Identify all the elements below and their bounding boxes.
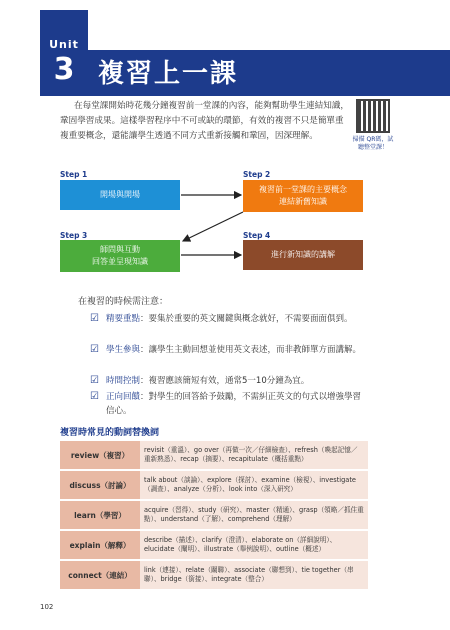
step-3-text-2: 回答並呈現知識: [92, 257, 148, 266]
step-2-label: Step 2: [243, 170, 271, 179]
page-title: 複習上一課: [98, 59, 239, 89]
step-1-label: Step 1: [60, 170, 88, 179]
row-body: link（連接）、relate（關聯）、associate（聯想到）、tie together（串聯）、bridge（銜接）、integrate（整合）: [140, 560, 368, 590]
table-row: [60, 530, 368, 560]
unit-number: 3: [53, 52, 75, 87]
rule-keyword: 正向回饋: [106, 392, 141, 402]
rule-text: ：讓學生主動回想並使用英文表述，而非教師單方面講解。: [140, 345, 362, 355]
arrow-step2-to-step3: [183, 212, 243, 241]
row-header: connect（連結）: [60, 560, 140, 590]
rule-keyword: 精要重點: [106, 314, 141, 324]
page-number: 102: [40, 603, 54, 611]
row-body: acquire（習得）、study（研究）、master（精通）、grasp（領略／抓住重點）、understand（了解）、comprehend（理解）: [140, 500, 368, 530]
rule-text: ：要集於重要的英文關鍵與概念就好，不需要面面俱到。: [140, 314, 353, 324]
unit-label: Unit: [49, 38, 79, 51]
table-title: 複習時常見的動詞替換詞: [60, 428, 160, 438]
rule-item: [90, 343, 370, 371]
row-body: describe（描述）、clarify（澄清）、elaborate on（詳細說明）、elucidate（闡明）、illustrate（舉例說明）、outline（概述）: [140, 530, 368, 560]
step-3-text-1: 師問與互動: [100, 245, 140, 254]
table-row: [60, 500, 368, 530]
step-2-text-2: 連結新舊知識: [279, 197, 327, 206]
step-2-text-1: 複習前一堂課的主要概念: [259, 185, 347, 194]
checkmark-icon: ☑: [90, 391, 99, 402]
rule-item: [90, 390, 370, 418]
checkmark-icon: ☑: [90, 344, 99, 355]
rule-item: [90, 374, 370, 388]
rules-intro: 在複習的時候需注意：: [78, 297, 169, 307]
table-row: [60, 470, 368, 500]
checkmark-icon: ☑: [90, 375, 99, 386]
table-row: [60, 560, 368, 590]
intro-paragraph: 在每堂課開始時花幾分鐘複習前一堂課的內容，能夠幫助學生連結知識，鞏固學習成果。這樣學習程序中不可或缺的環節，有效的複習不只是簡單重複重要概念，還能讓學生透過不同方式重新接觸和鞏固，因深理解。: [60, 101, 350, 141]
row-body: talk about（談論）、explore（探討）、examine（檢視）、investigate（調查）、analyze（分析）、look into（深入研究）: [140, 470, 368, 500]
step-1-text: 開場與開場: [100, 190, 140, 199]
row-header: learn（學習）: [60, 500, 140, 530]
step-4-label: Step 4: [243, 231, 271, 240]
rule-item: [90, 312, 370, 340]
synonym-table: [60, 441, 368, 591]
rule-text: ：對學生的回答給予鼓勵，不需糾正英文的句式以增強學習信心。: [106, 392, 362, 416]
row-header: discuss（討論）: [60, 470, 140, 500]
row-header: explain（解釋）: [60, 530, 140, 560]
rule-keyword: 時間控制: [106, 376, 141, 386]
checkmark-icon: ☑: [90, 313, 99, 324]
rule-keyword: 學生參與: [106, 345, 141, 355]
qr-caption: 掃描 QR碼，試聽整堂課！: [352, 136, 394, 151]
row-body: revisit（重溫）、go over（再做一次／仔細檢查）、refresh（喚起記憶／重新熟悉）、recap（摘要）、recapitulate（概括重點）: [140, 441, 368, 470]
row-header: review（複習）: [60, 441, 140, 470]
table-row: [60, 441, 368, 470]
rule-text: ：複習應該簡短有效，通常5一10分鐘為宜。: [140, 376, 310, 386]
step-3-label: Step 3: [60, 231, 88, 240]
step-4-text: 進行新知識的講解: [271, 250, 335, 259]
